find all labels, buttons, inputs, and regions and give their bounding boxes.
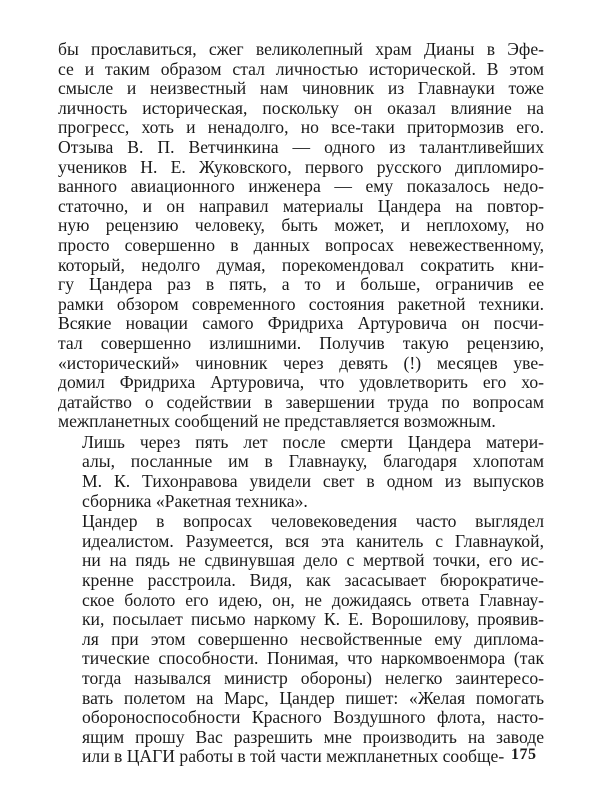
text-line: ское болото его идею, он, не дожидаясь ответа Главнау- <box>82 589 544 610</box>
text-line: ящим прошу Вас разрешить мне производить на заводе <box>82 726 544 747</box>
text-line: вать полетом на Марс, Цандер пишет: «Желая помогать <box>82 687 544 708</box>
text-line: тические способности. Понимая, что наркомвоенмора (так <box>82 648 544 669</box>
text-line: ванного авиационного инженера — ему показалось недо- <box>58 176 544 197</box>
text-line: домил Фридриха Артуровича, что удовлетворить его хо- <box>58 372 544 393</box>
text-line: М. К. Тихонравова увидели свет в одном из выпусков <box>82 471 544 492</box>
text-line: смысле и неизвестный нам чиновник из Главнауки тоже <box>58 78 544 99</box>
text-line: ни на пядь не сдвинувшая дело с мертвой точки, его ис- <box>82 550 544 571</box>
body-text <box>58 40 544 767</box>
text-line: сборника «Ракетная техника». <box>82 490 308 511</box>
paragraph <box>58 40 544 432</box>
text-line: кренне расстроила. Видя, как засасывает бюрократиче- <box>82 570 544 591</box>
text-line: рамки обзором современного состояния ракетной техники. <box>58 293 544 314</box>
paragraph <box>58 512 544 767</box>
text-line: ки, посылает письмо наркому К. Е. Ворошилову, проявив- <box>82 609 544 630</box>
text-line: просто совершенно в данных вопросах невежественному, <box>58 234 544 255</box>
text-line: который, недолго думая, порекомендовал сократить кни- <box>58 254 544 275</box>
text-line: личность историческая, поскольку он оказал влияние на <box>58 97 544 118</box>
text-line: Цандер в вопросах человековедения часто выглядел <box>82 511 544 532</box>
text-line: Отзыва В. П. Ветчинкина — одного из талантливейших <box>58 136 544 157</box>
page-number: 175 <box>511 746 537 763</box>
text-line: межпланетных сообщений не представляется возможным. <box>58 411 496 432</box>
text-line: ную рецензию человеку, быть может, и неплохому, но <box>58 215 544 236</box>
text-line: алы, посланные им в Главнауку, благодаря хлопотам <box>82 451 544 472</box>
text-line: или в ЦАГИ работы в той части межпланетных сообще- <box>82 746 505 767</box>
text-line: ля при этом совершенно несвойственные ему диплома- <box>82 628 544 649</box>
text-line: обороноспособности Красного Воздушного флота, насто- <box>82 707 544 728</box>
text-line: Лишь через пять лет после смерти Цандера матери- <box>82 431 544 452</box>
text-line: се и таким образом стал личностью исторической. В этом <box>58 58 544 79</box>
text-line: гу Цандера раз в пять, а то и больше, ограничив ее <box>58 274 544 295</box>
text-line: прогресс, хоть и ненадолго, но все-таки притормозив его. <box>58 117 544 138</box>
text-line: идеалистом. Разумеется, вся эта канитель с Главнаукой, <box>82 530 544 551</box>
text-line: бы прославиться, сжег великолепный храм Дианы в Эфе- <box>58 39 544 59</box>
text-line: датайство о содействии в завершении труда по вопросам <box>58 391 544 412</box>
text-line: тогда назывался министр обороны) нелегко заинтересо- <box>82 668 544 688</box>
text-line: тал совершенно излишними. Получив такую рецензию, <box>58 332 544 353</box>
text-line: Всякие новации самого Фридриха Артуровича он посчи- <box>58 313 544 334</box>
text-line: учеников Н. Е. Жуковского, первого русского дипломиро- <box>58 156 544 177</box>
text-line: «исторический» чиновник через девять (!) месяцев уве- <box>58 352 544 373</box>
paragraph <box>58 433 544 511</box>
text-line: статочно, и он направил материалы Цандера на повтор- <box>58 195 544 216</box>
